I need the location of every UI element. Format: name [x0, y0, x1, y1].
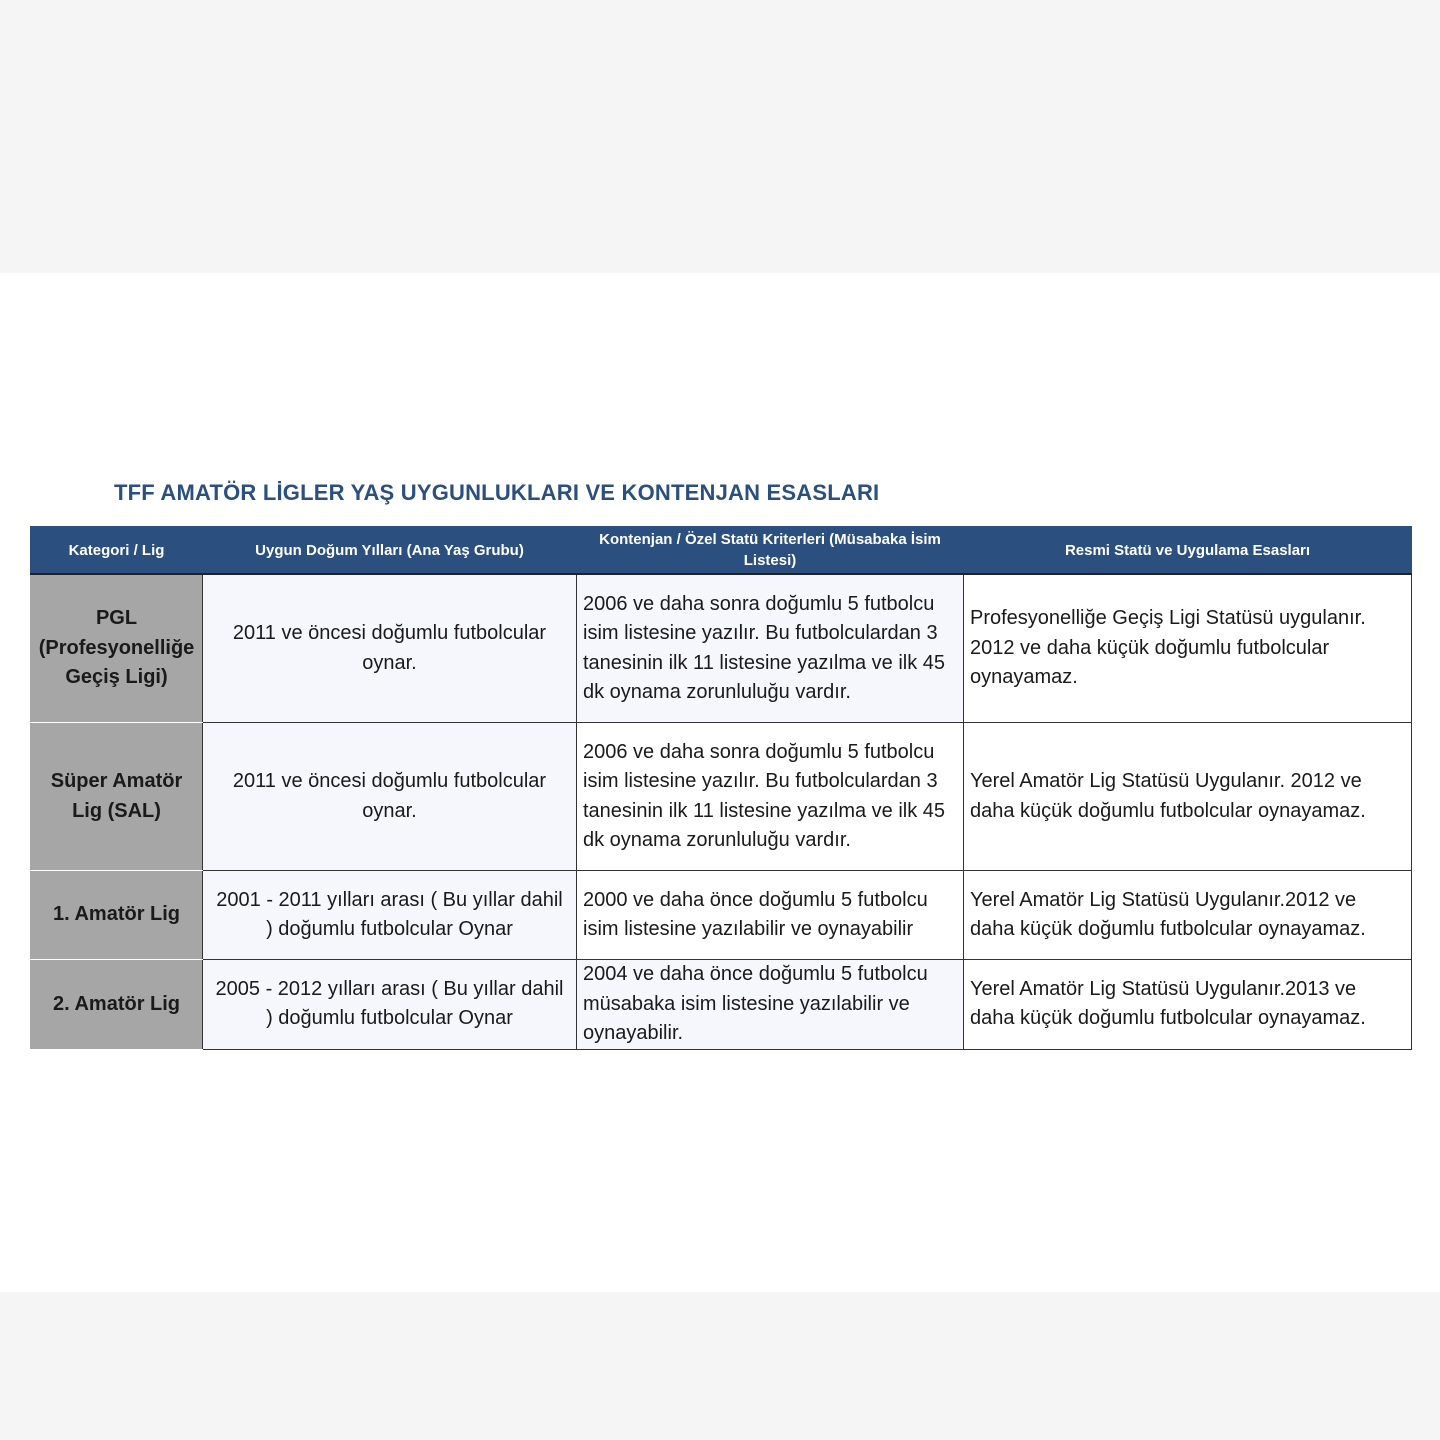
category-cell: 2. Amatör Lig [31, 960, 203, 1050]
document-title: TFF AMATÖR LİGLER YAŞ UYGUNLUKLARI VE KONTENJAN ESASLARI [114, 480, 880, 505]
status-cell: Yerel Amatör Lig Statüsü Uygulanır. 2012 ve daha küçük doğumlu futbolcular oynayamaz. [964, 723, 1412, 871]
category-cell: 1. Amatör Lig [31, 871, 203, 960]
quota-cell: 2006 ve daha sonra doğumlu 5 futbolcu isim listesine yazılır. Bu futbolculardan 3 tanesinin ilk 11 listesine yazılma ve ilk 45 dk oynama zorunluluğu vardır. [577, 723, 964, 871]
header-birth-years: Uygun Doğum Yılları (Ana Yaş Grubu) [203, 527, 577, 575]
header-quota-criteria: Kontenjan / Özel Statü Kriterleri (Müsabaka İsim Listesi) [577, 527, 964, 575]
table-row [31, 574, 1412, 723]
quota-cell: 2004 ve daha önce doğumlu 5 futbolcu müsabaka isim listesine yazılabilir ve oynayabilir. [577, 960, 964, 1050]
table-row [31, 871, 1412, 960]
status-cell: Yerel Amatör Lig Statüsü Uygulanır.2013 ve daha küçük doğumlu futbolcular oynayamaz. [964, 960, 1412, 1050]
header-official-status: Resmi Statü ve Uygulama Esasları [964, 527, 1412, 575]
quota-cell: 2000 ve daha önce doğumlu 5 futbolcu isim listesine yazılabilir ve oynayabilir [577, 871, 964, 960]
quota-cell: 2006 ve daha sonra doğumlu 5 futbolcu isim listesine yazılır. Bu futbolculardan 3 tanesinin ilk 11 listesine yazılma ve ilk 45 dk oynama zorunluluğu vardır. [577, 574, 964, 723]
table-row [31, 723, 1412, 871]
eligibility-table [30, 526, 1412, 1050]
birth-years-cell: 2011 ve öncesi doğumlu futbolcular oynar. [203, 723, 577, 871]
birth-years-cell: 2005 - 2012 yılları arası ( Bu yıllar dahil ) doğumlu futbolcular Oynar [203, 960, 577, 1050]
header-category: Kategori / Lig [31, 527, 203, 575]
table-row [31, 960, 1412, 1050]
birth-years-cell: 2011 ve öncesi doğumlu futbolcular oynar. [203, 574, 577, 723]
birth-years-cell: 2001 - 2011 yılları arası ( Bu yıllar dahil ) doğumlu futbolcular Oynar [203, 871, 577, 960]
document-page [0, 273, 1440, 1292]
table-header-row [31, 527, 1412, 575]
category-cell: PGL (Profesyonelliğe Geçiş Ligi) [31, 574, 203, 723]
status-cell: Profesyonelliğe Geçiş Ligi Statüsü uygulanır. 2012 ve daha küçük doğumlu futbolcular oynayamaz. [964, 574, 1412, 723]
status-cell: Yerel Amatör Lig Statüsü Uygulanır.2012 ve daha küçük doğumlu futbolcular oynayamaz. [964, 871, 1412, 960]
category-cell: Süper Amatör Lig (SAL) [31, 723, 203, 871]
